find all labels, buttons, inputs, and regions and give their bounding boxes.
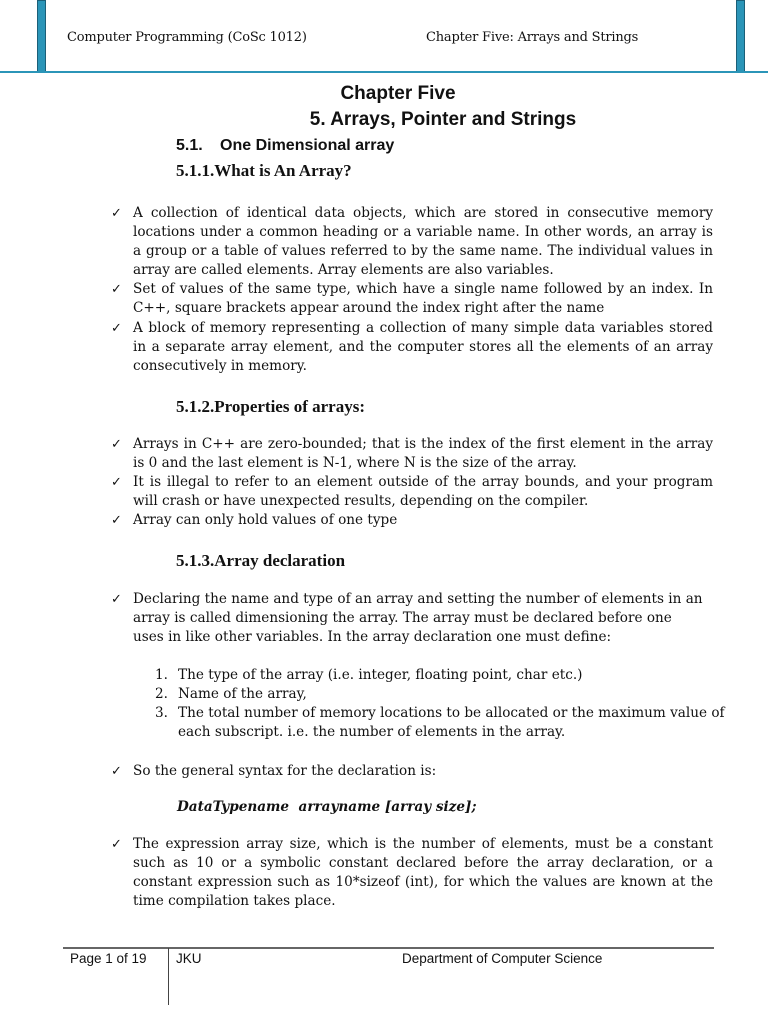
list-item	[111, 280, 713, 318]
bullet-text: A collection of identical data objects, which are stored in consecutive memory locations under a common heading or a variable name. In other words, an array is a group or a table of values referred to by the same name. The individual values in array are called elements. Array elements are also variables.	[133, 205, 713, 279]
item-text: Name of the array,	[178, 686, 307, 703]
what-is-array-list	[111, 204, 713, 376]
syntax-list	[111, 762, 713, 781]
header-right-bar	[736, 0, 745, 72]
declaration-numbered-list	[155, 666, 745, 742]
section-5-1-2-heading: 5.1.2.Properties of arrays:	[176, 397, 365, 416]
header-rule	[0, 71, 768, 73]
checkmark-icon: ✓	[111, 592, 122, 607]
checkmark-icon: ✓	[111, 282, 122, 298]
bullet-text: It is illegal to refer to an element outside of the array bounds, and your program will crash or have unexpected results, depending on the compiler.	[133, 474, 713, 510]
item-number: 3.	[155, 705, 168, 722]
checkmark-icon: ✓	[111, 513, 122, 529]
expression-list	[111, 835, 713, 911]
item-number: 2.	[155, 686, 168, 703]
bullet-text: Set of values of the same type, which have a single name followed by an index. In C++, square brackets appear around the index right after the name	[133, 281, 713, 317]
item-number: 1.	[155, 667, 168, 683]
list-item	[111, 590, 703, 647]
chapter-subtitle: 5. Arrays, Pointer and Strings	[309, 109, 577, 130]
checkmark-icon: ✓	[111, 206, 122, 221]
bullet-text: The expression array size, which is the number of elements, must be a constant such as 10 or a symbolic constant declared before the array declaration, or a constant expression such as 10*sizeof (int), for which the values are known at the time compilation takes place.	[133, 836, 713, 910]
bullet-text: A block of memory representing a collection of many simple data variables stored in a separate array element, and the computer stores all the elements of an array consecutively in memory.	[133, 319, 713, 374]
item-text: The total number of memory locations to be allocated or the maximum value of each subscript. i.e. the number of elements in the array.	[178, 705, 725, 741]
chapter-title: Chapter Five	[340, 83, 456, 104]
header-course-title: Computer Programming (CoSc 1012)	[67, 30, 307, 45]
bullet-text: Declaring the name and type of an array and setting the number of elements in an array is called dimensioning the array. The array must be declared before one uses in like other variables. In the array declaration one must define:	[133, 591, 703, 646]
numbered-item	[155, 704, 745, 742]
section-5-1-1-heading: 5.1.1.What is An Array?	[176, 161, 352, 180]
section-title: One Dimensional array	[220, 137, 395, 154]
numbered-item	[155, 685, 745, 704]
section-5-1-3-heading: 5.1.3.Array declaration	[176, 551, 346, 570]
header-left-bar	[37, 0, 46, 72]
list-item	[111, 319, 713, 376]
checkmark-icon: ✓	[111, 764, 122, 779]
footer-rule	[63, 947, 714, 949]
checkmark-icon: ✓	[111, 837, 122, 852]
list-item	[111, 473, 713, 511]
checkmark-icon: ✓	[111, 475, 122, 491]
list-item	[111, 511, 713, 530]
checkmark-icon: ✓	[111, 320, 122, 336]
bullet-text: So the general syntax for the declaration is:	[133, 763, 437, 779]
header-chapter-title: Chapter Five: Arrays and Strings	[426, 30, 639, 45]
footer-department: Department of Computer Science	[402, 951, 603, 966]
footer-divider	[168, 948, 169, 1005]
checkmark-icon: ✓	[111, 437, 122, 452]
properties-list	[111, 435, 713, 530]
list-item	[111, 762, 713, 781]
section-number: 5.1.	[176, 137, 203, 154]
bullet-text: Arrays in C++ are zero-bounded; that is the index of the first element in the array is 0 and the last element is N-1, where N is the size of the array.	[133, 436, 713, 472]
declaration-list	[111, 590, 703, 647]
numbered-item	[155, 666, 745, 685]
item-text: The type of the array (i.e. integer, floating point, char etc.)	[178, 667, 583, 683]
page-number: Page 1 of 19	[70, 951, 147, 966]
list-item	[111, 835, 713, 911]
section-5-1-heading	[176, 137, 394, 155]
bullet-text: Array can only hold values of one type	[133, 512, 398, 529]
footer-institution: JKU	[176, 951, 202, 966]
syntax-example: DataTypename arrayname [array size];	[177, 799, 477, 815]
list-item	[111, 204, 713, 280]
list-item	[111, 435, 713, 473]
